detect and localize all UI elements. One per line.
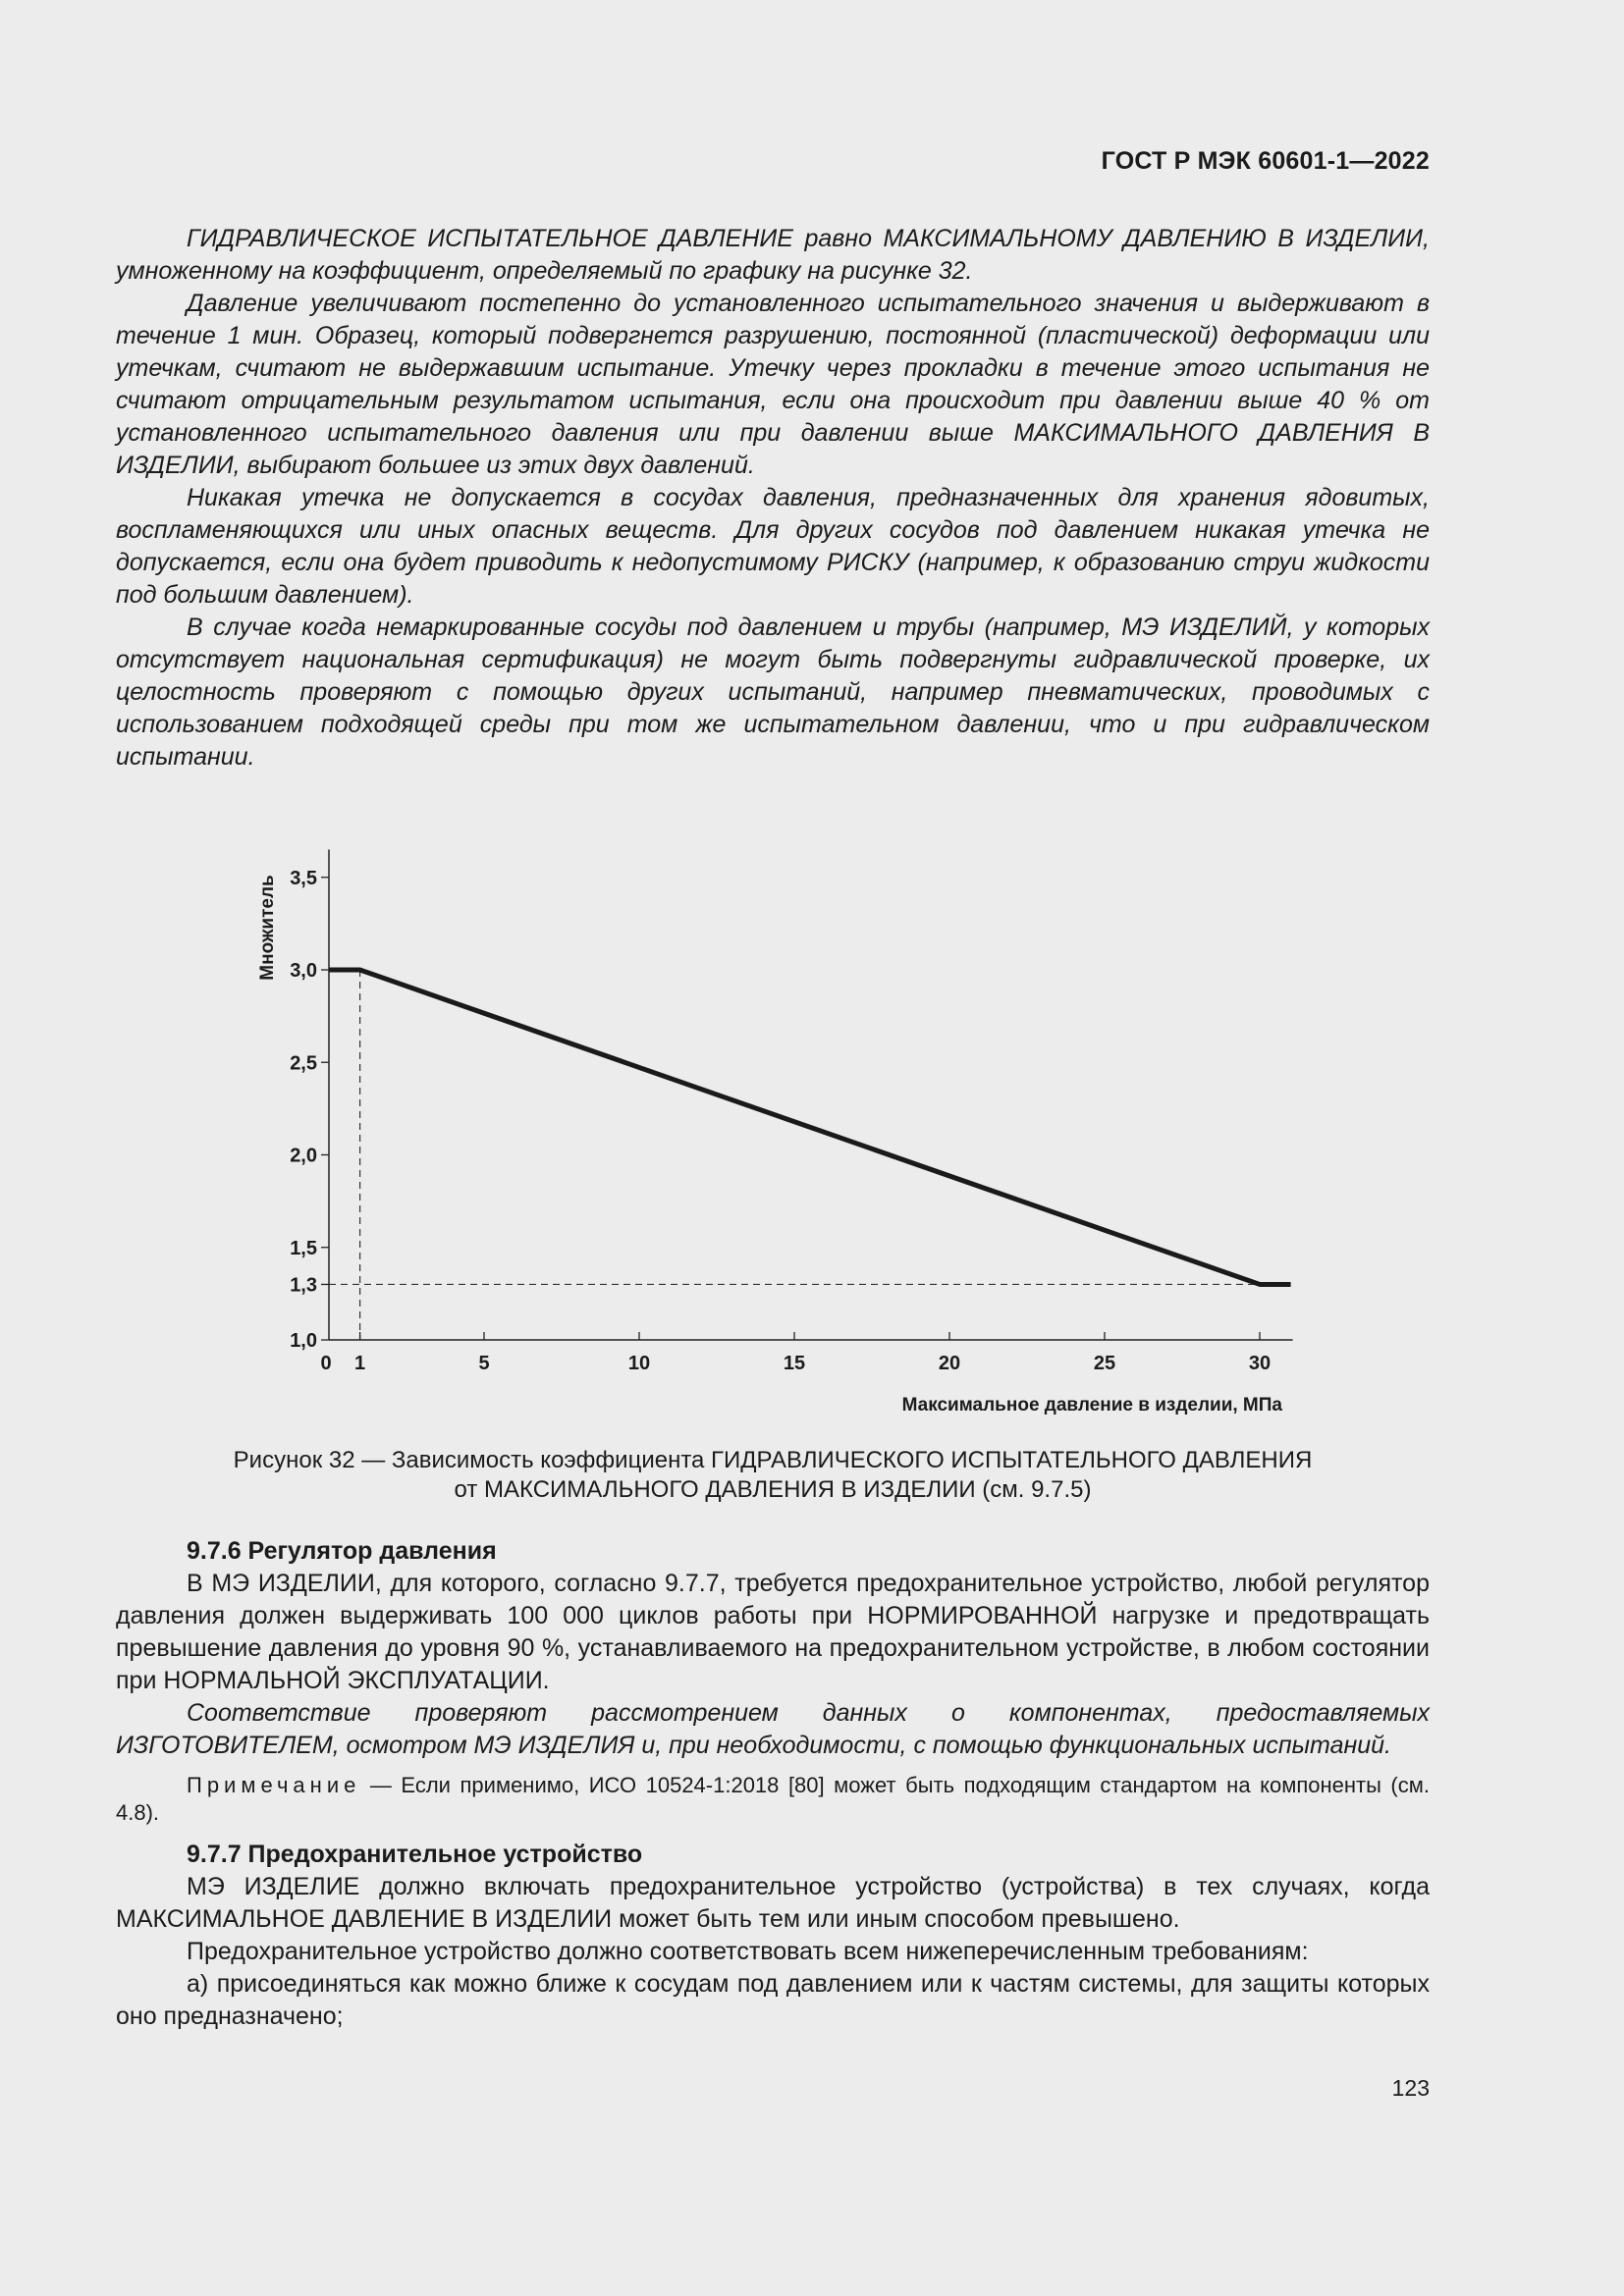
- y-tick-label: 2,5: [290, 1052, 317, 1075]
- x-tick-label: 5: [478, 1353, 490, 1374]
- y-tick-label: 1,5: [290, 1237, 317, 1259]
- x-axis-label: Максимальное давление в изделии, МПа: [901, 1395, 1282, 1415]
- x-tick-label: 10: [627, 1353, 651, 1374]
- figure-caption-line: Рисунок 32 — Зависимость коэффициента ГИДРАВЛИЧЕСКОГО ИСПЫТАТЕЛЬНОГО ДАВЛЕНИЯ: [233, 1447, 1313, 1473]
- multiplier-series-line: [329, 970, 1291, 1284]
- y-tick-label: 2,0: [290, 1145, 317, 1167]
- note-text: — Если применимо, ИСО 10524-1:2018 [80] может быть подходящим стандартом на компоненты (см. 4.8).: [116, 1773, 1430, 1825]
- x-tick-label: 25: [1093, 1353, 1116, 1374]
- section-heading-977: 9.7.7 Предохранительное устройство: [187, 1841, 643, 1868]
- y-axis-label: Множитель: [257, 875, 278, 981]
- intro-paragraph: Давление увеличивают постепенно до установленного испытательного значения и выдерживают в течение 1 мин. Образец, который подвергнется разрушению, постоянной (пластической) деформации или утечкам, считают не выдержавшим испытание. Утечку через прокладки в течение этого испытания не считают отрицательным результатом испытания, если она происходит при давлении выше 40 % от установленного испытательного давления или при давлении выше МАКСИМАЛЬНОГО ДАВЛЕНИЯ В ИЗДЕЛИИ, выбирают большее из этих двух давлений.: [116, 290, 1430, 479]
- y-tick-label: 1,3: [290, 1274, 317, 1297]
- intro-paragraph: Никакая утечка не допускается в сосудах давления, предназначенных для хранения ядовитых, воспламеняющихся или иных опасных веществ. Для других сосудов под давлением никакая утечка не допускается, если она будет приводить к недопустимому РИСКУ (например, к образованию струи жидкости под большим давлением).: [116, 484, 1430, 609]
- x-tick-label: 30: [1248, 1353, 1272, 1374]
- y-tick-label: 1,0: [290, 1330, 317, 1352]
- y-tick-label: 3,5: [290, 867, 317, 889]
- x-tick-label: 20: [938, 1353, 961, 1374]
- document-code-header: ГОСТ Р МЭК 60601-1—2022: [1101, 147, 1430, 175]
- section-977-paragraph: Предохранительное устройство должно соответствовать всем нижеперечисленным требованиям:: [187, 1938, 1309, 1965]
- x-tick-label: 0: [320, 1353, 332, 1374]
- section-976-note: [116, 1772, 1430, 1827]
- x-tick-label: 15: [783, 1353, 806, 1374]
- section-heading-976: 9.7.6 Регулятор давления: [187, 1537, 497, 1565]
- section-977-paragraph: МЭ ИЗДЕЛИЕ должно включать предохранительное устройство (устройства) в тех случаях, когда МАКСИМАЛЬНОЕ ДАВЛЕНИЕ В ИЗДЕЛИИ может быть тем или иным способом превышено.: [116, 1873, 1430, 1933]
- intro-paragraph: В случае когда немаркированные сосуды под давлением и трубы (например, МЭ ИЗДЕЛИЙ, у которых отсутствует национальная сертификация) не могут быть подвергнуты гидравлической проверке, их целостность проверяют с помощью других испытаний, например пневматических, проводимых с использованием подходящей среды при том же испытательном давлении, что и при гидравлическом испытании.: [116, 614, 1430, 771]
- intro-paragraph: ГИДРАВЛИЧЕСКОЕ ИСПЫТАТЕЛЬНОЕ ДАВЛЕНИЕ равно МАКСИМАЛЬНОМУ ДАВЛЕНИЮ В ИЗДЕЛИИ, умноженному на коэффициент, определяемый по графику на рисунке 32.: [116, 225, 1430, 285]
- note-label: Примечание: [187, 1773, 361, 1797]
- figure-caption-line: от МАКСИМАЛЬНОГО ДАВЛЕНИЯ В ИЗДЕЛИИ (см. 9.7.5): [454, 1476, 1092, 1503]
- x-tick-label: 1: [354, 1353, 366, 1374]
- y-tick-label: 3,0: [290, 960, 317, 982]
- section-976-compliance: Соответствие проверяют рассмотрением данных о компонентах, предоставляемых ИЗГОТОВИТЕЛЕМ, осмотром МЭ ИЗДЕЛИЯ и, при необходимости, с помощью функциональных испытаний.: [116, 1699, 1430, 1759]
- section-977-list-item: a) присоединяться как можно ближе к сосудам под давлением или к частям системы, для защиты которых оно предназначено;: [116, 1970, 1430, 2030]
- page-number: 123: [1391, 2075, 1430, 2101]
- figure-caption: [116, 1446, 1430, 1505]
- body-sections: [116, 1535, 1430, 2033]
- section-976-paragraph: В МЭ ИЗДЕЛИИ, для которого, согласно 9.7.7, требуется предохранительное устройство, любой регулятор давления должен выдерживать 100 000 циклов работы при НОРМИРОВАННОЙ нагрузке и предотвращать превышение давления до уровня 90 %, устанавливаемого на предохранительном устройстве, в любом состоянии при НОРМАЛЬНОЙ ЭКСПЛУАТАЦИИ.: [116, 1570, 1430, 1694]
